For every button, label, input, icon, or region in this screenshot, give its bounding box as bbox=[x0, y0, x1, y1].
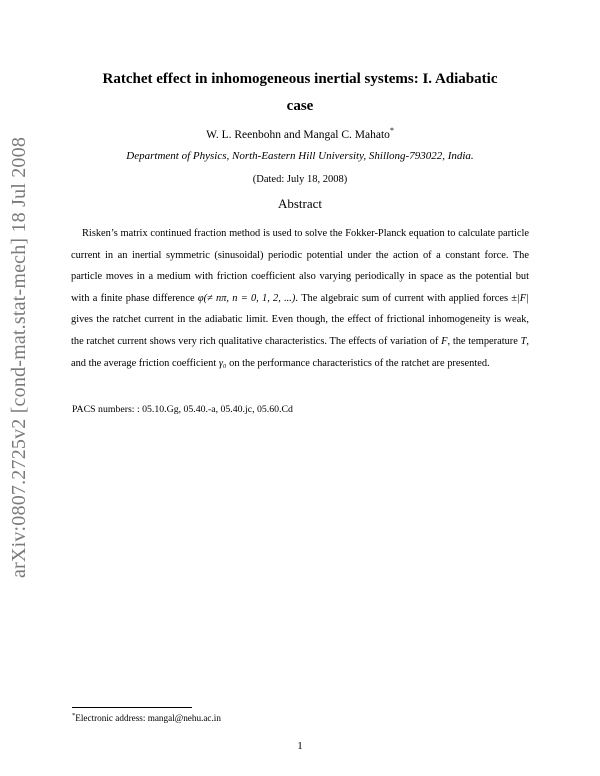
force-symbol: F bbox=[441, 335, 448, 347]
friction-coefficient-symbol: γ₀ bbox=[218, 357, 227, 369]
paper-title bbox=[60, 66, 540, 120]
abstract-text-part: , and the average friction coefficient bbox=[71, 335, 529, 369]
abstract-text-part: gives the ratchet current in the adiabatic limit. Even though, the effect of frictional inhomogeneity is weak, the ratchet current shows very rich qualitative characteristics. The effects of variation of bbox=[71, 314, 529, 347]
page-number: 1 bbox=[297, 740, 303, 752]
author-names: W. L. Reenbohn and Mangal C. Mahato bbox=[206, 128, 390, 141]
abstract-text-part: on the performance characteristics of the ratchet are presented. bbox=[226, 357, 490, 369]
author-footnote-mark: * bbox=[389, 126, 394, 135]
affiliation: Department of Physics, North-Eastern Hill University, Shillong-793022, India. bbox=[126, 150, 474, 162]
abstract-heading: Abstract bbox=[277, 196, 323, 211]
title-line-1: Ratchet effect in inhomogeneous inertial systems: I. Adiabatic bbox=[102, 71, 498, 87]
abstract-text-part: , the temperature bbox=[447, 335, 521, 347]
abstract-text-part: . The algebraic sum of current with applied forces bbox=[295, 292, 512, 304]
title-line-2: case bbox=[286, 98, 314, 114]
applied-force-expression: ±|F| bbox=[511, 292, 530, 304]
phase-difference-expression: φ(≠ nπ, n = 0, 1, 2, ...) bbox=[197, 292, 296, 304]
author-list bbox=[60, 126, 540, 141]
pacs-numbers: PACS numbers: : 05.10.Gg, 05.40.-a, 05.40.jc, 05.60.Cd bbox=[72, 404, 293, 415]
footnote-divider bbox=[72, 707, 192, 708]
abstract-body bbox=[71, 223, 529, 374]
abstract-text-part: Risken’s matrix continued fraction method is used to solve the Fokker-Planck equation to calculate particle current in an inertial symmetric (sinusoidal) periodic potential under the action of a constant force. The particle moves in a medium with friction coefficient also varying periodically in space as the potential but with a finite phase difference bbox=[71, 228, 529, 304]
footnote-mark: * bbox=[72, 712, 76, 719]
footnote bbox=[72, 712, 221, 723]
footnote-email[interactable]: Electronic address: mangal@nehu.ac.in bbox=[75, 713, 221, 724]
arxiv-identifier-stamp: arXiv:0807.2725v2 [cond-mat.stat-mech] 18 Jul 2008 bbox=[8, 136, 30, 578]
temperature-symbol: T bbox=[520, 335, 527, 347]
date-line: (Dated: July 18, 2008) bbox=[252, 174, 348, 185]
